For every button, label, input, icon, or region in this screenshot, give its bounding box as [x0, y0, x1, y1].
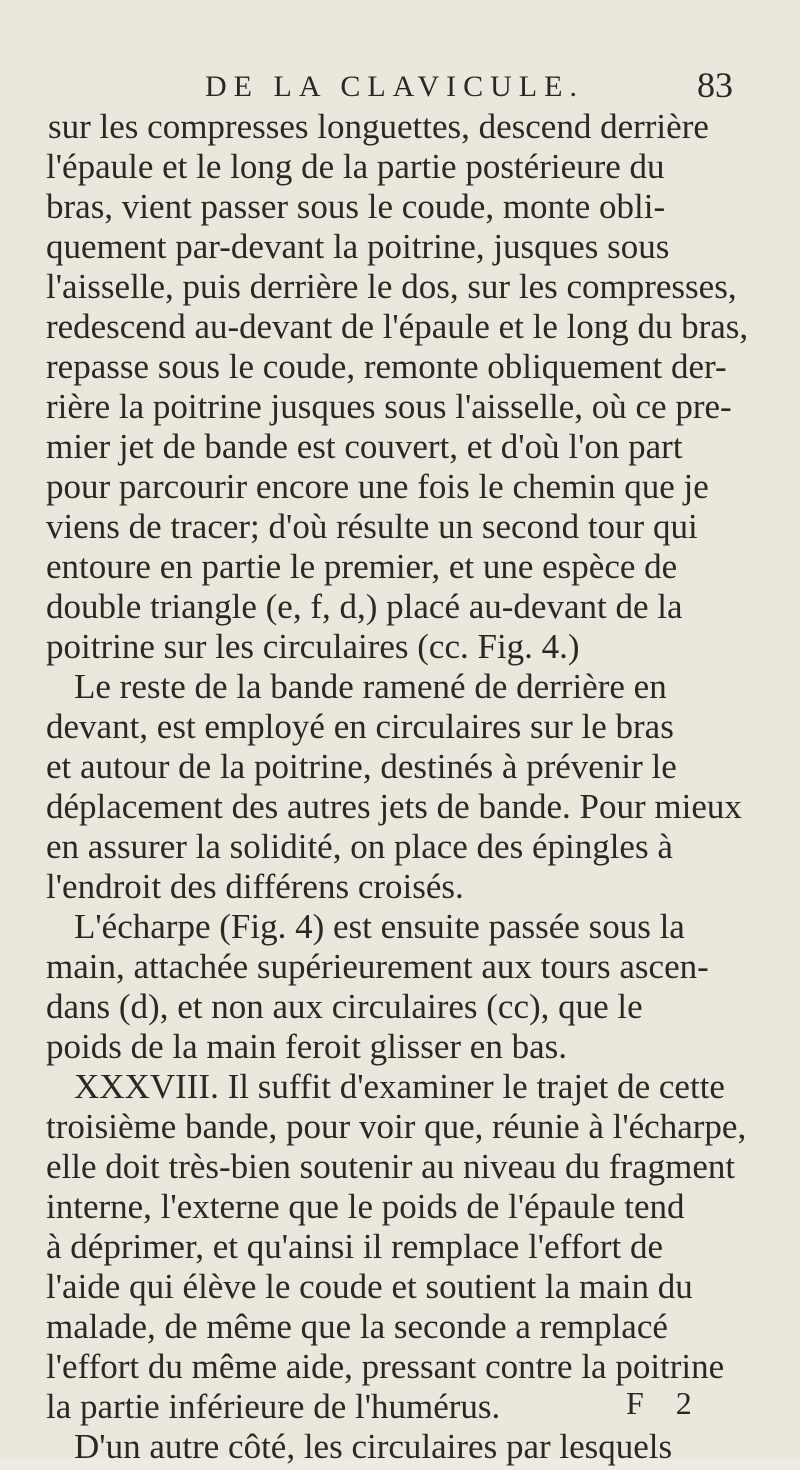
text-line: poitrine sur les circulaires (cc. Fig. 4.)	[46, 627, 580, 666]
text-line: pour parcourir encore une fois le chemin que je	[46, 467, 709, 506]
text-line: l'aide qui élève le coude et soutient la main du	[46, 1267, 693, 1306]
text-line: D'un autre côté, les circulaires par lesquels	[74, 1427, 673, 1466]
text-line: l'effort du même aide, pressant contre la poitrine	[46, 1347, 725, 1386]
running-head	[0, 60, 800, 110]
page-number: 83	[697, 65, 733, 105]
text-line: troisième bande, pour voir que, réunie à l'écharpe,	[46, 1107, 747, 1146]
text-line: sur les compresses longuettes, descend derrière	[48, 107, 709, 146]
text-line: double triangle (e, f, d,) placé au-devant de la	[46, 587, 683, 626]
signature-mark: F 2	[626, 1385, 704, 1421]
text-line: redescend au-devant de l'épaule et le long du bras,	[46, 307, 749, 346]
text-line: mier jet de bande est couvert, et d'où l'on part	[46, 427, 683, 466]
text-line: quement par-devant la poitrine, jusques sous	[46, 227, 670, 266]
text-line: dans (d), et non aux circulaires (cc), que le	[46, 987, 643, 1026]
text-line: poids de la main feroit glisser en bas.	[46, 1027, 567, 1066]
text-line: et autour de la poitrine, destinés à prévenir le	[46, 747, 677, 786]
text-line: elle doit très-bien soutenir au niveau du fragment	[46, 1147, 736, 1186]
text-line: interne, l'externe que le poids de l'épaule tend	[46, 1187, 685, 1226]
text-line: repasse sous le coude, remonte obliquement der-	[46, 347, 727, 386]
text-line: l'épaule et le long de la partie postérieure du	[46, 147, 665, 186]
text-line: devant, est employé en circulaires sur le bras	[46, 707, 674, 746]
text-line: l'endroit des différens croisés.	[46, 867, 464, 906]
text-line: viens de tracer; d'où résulte un second tour qui	[46, 507, 698, 546]
text-line: rière la poitrine jusques sous l'aisselle, où ce pre-	[46, 387, 732, 426]
text-line: la partie inférieure de l'humérus.	[46, 1387, 501, 1426]
text-line: L'écharpe (Fig. 4) est ensuite passée sous la	[74, 907, 685, 946]
text-line: bras, vient passer sous le coude, monte obli-	[46, 187, 666, 226]
text-line: à déprimer, et qu'ainsi il remplace l'effort de	[46, 1227, 663, 1266]
text-line: main, attachée supérieurement aux tours ascen-	[46, 947, 709, 986]
text-line: Le reste de la bande ramené de derrière en	[74, 667, 667, 706]
running-title: DE LA CLAVICULE.	[205, 70, 584, 103]
text-line: l'aisselle, puis derrière le dos, sur les compresses,	[46, 267, 737, 306]
text-line: XXXVIII. Il suffit d'examiner le trajet de cette	[74, 1067, 725, 1106]
text-line: en assurer la solidité, on place des épingles à	[46, 827, 673, 866]
text-line: déplacement des autres jets de bande. Pour mieux	[46, 787, 742, 826]
text-line: entoure en partie le premier, et une espèce de	[46, 547, 678, 586]
text-line: malade, de même que la seconde a remplacé	[46, 1307, 668, 1346]
